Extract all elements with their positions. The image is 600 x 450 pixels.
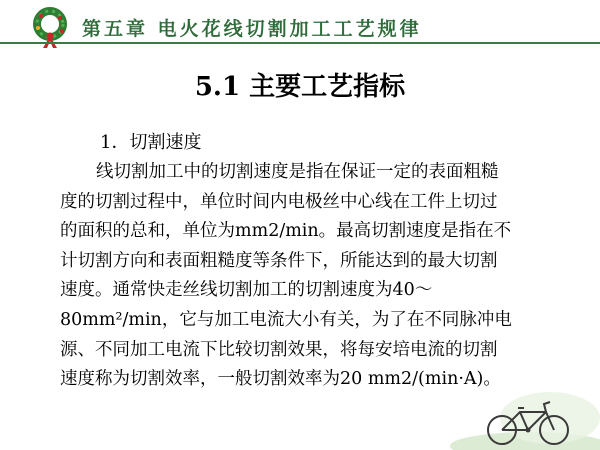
- paragraph-line: 源、不同加工电流下比较切割效果，将每安培电流的切割: [60, 339, 498, 360]
- slide-title: 5.1 主要工艺指标: [194, 72, 406, 102]
- bicycle-icon: [430, 388, 600, 450]
- paragraph-line: 80mm²/min，它与加工电流大小有关，为了在不同脉冲电: [60, 309, 512, 330]
- body-paragraph: [60, 158, 558, 395]
- paragraph-line: 线切割加工中的切割速度是指在保证一定的表面粗糙: [96, 162, 499, 182]
- header-divider: [0, 42, 600, 44]
- paragraph-line: 度的切割过程中，单位时间内电极丝中心线在工件上切过: [60, 191, 498, 212]
- paragraph-line: 的面积的总和，单位为mm2/min。最高切割速度是指在不: [60, 221, 512, 242]
- section-heading: 1．切割速度: [100, 132, 202, 153]
- paragraph-line: 速度。通常快走丝线切割加工的切割速度为40～: [60, 280, 433, 301]
- paragraph-line: 计切割方向和表面粗糙度等条件下，所能达到的最大切割: [60, 250, 498, 271]
- paragraph-line: 速度称为切割效率，一般切割效率为20 mm2/(min·A)。: [60, 369, 501, 390]
- chapter-title: 第五章 电火花线切割加工工艺规律: [82, 18, 422, 40]
- slide-header: [0, 0, 600, 48]
